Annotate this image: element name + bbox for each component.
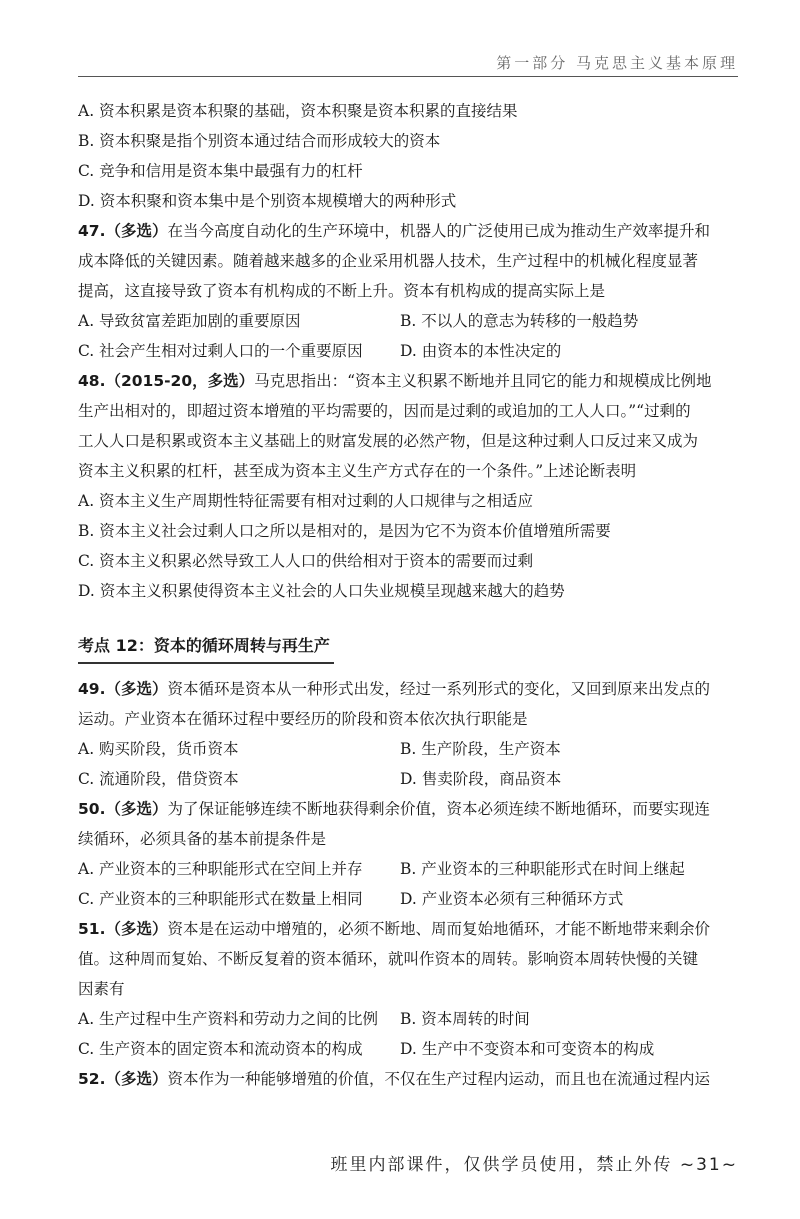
question-52: [78, 1064, 738, 1094]
question-number: 50.（多选）: [78, 800, 168, 818]
option-d: D. 资本积聚和资本集中是个别资本规模增大的两种形式: [78, 192, 457, 210]
question-48: [78, 366, 738, 606]
question-text: 资本是在运动中增殖的，必须不断地、周而复始地循环，才能不断地带来剩余价: [167, 920, 710, 938]
question-text: 资本主义积累的杠杆，甚至成为资本主义生产方式存在的一个条件。”上述论断表明: [78, 462, 637, 480]
option-a: A. 生产过程中生产资料和劳动力之间的比例: [78, 1010, 379, 1028]
question-text: 生产出相对的，即超过资本增殖的平均需要的，因而是过剩的或追加的工人人口。”“过剩的: [78, 402, 691, 420]
option-c: C. 产业资本的三种职能形式在数量上相同: [78, 890, 363, 908]
question-text: 运动。产业资本在循环过程中要经历的阶段和资本依次执行职能是: [78, 710, 528, 728]
option-b: B. 资本主义社会过剩人口之所以是相对的，是因为它不为资本价值增殖所需要: [78, 522, 611, 540]
header-text: 第一部分 马克思主义基本原理: [496, 54, 738, 72]
question-text: 资本作为一种能够增殖的价值，不仅在生产过程内运动，而且也在流通过程内运: [167, 1070, 710, 1088]
question-text: 资本循环是资本从一种形式出发，经过一系列形式的变化，又回到原来出发点的: [167, 680, 710, 698]
question-number: 48.（2015-20，多选）: [78, 372, 255, 390]
page-header: [78, 48, 738, 77]
page-content: [78, 96, 738, 1094]
option-b: B. 不以人的意志为转移的一般趋势: [400, 312, 639, 330]
option-c: C. 社会产生相对过剩人口的一个重要原因: [78, 342, 363, 360]
question-text: 为了保证能够连续不断地获得剩余价值，资本必须连续不断地循环，而要实现连: [167, 800, 710, 818]
option-b: B. 资本积聚是指个别资本通过结合而形成较大的资本: [78, 132, 441, 150]
question-text: 马克思指出：“资本主义积累不断地并且同它的能力和规模成比例地: [254, 372, 712, 390]
option-a: A. 资本主义生产周期性特征需要有相对过剩的人口规律与之相适应: [78, 492, 534, 510]
option-d: D. 由资本的本性决定的: [400, 342, 562, 360]
option-b: B. 资本周转的时间: [400, 1010, 530, 1028]
question-number: 52.（多选）: [78, 1070, 168, 1088]
question-text: 提高，这直接导致了资本有机构成的不断上升。资本有机构成的提高实际上是: [78, 282, 606, 300]
question-50: [78, 794, 738, 914]
option-a: A. 导致贫富差距加剧的重要原因: [78, 312, 301, 330]
section-title: 考点 12：资本的循环周转与再生产: [78, 630, 334, 664]
option-c: C. 资本主义积累必然导致工人人口的供给相对于资本的需要而过剩: [78, 552, 534, 570]
option-d: D. 生产中不变资本和可变资本的构成: [400, 1040, 655, 1058]
question-text: 值。这种周而复始、不断反复着的资本循环，就叫作资本的周转。影响资本周转快慢的关键: [78, 950, 699, 968]
option-d: D. 产业资本必须有三种循环方式: [400, 890, 624, 908]
prev-question-options: [78, 96, 738, 216]
question-text: 成本降低的关键因素。随着越来越多的企业采用机器人技术，生产过程中的机械化程度显著: [78, 252, 699, 270]
option-d: D. 资本主义积累使得资本主义社会的人口失业规模呈现越来越大的趋势: [78, 582, 565, 600]
question-number: 49.（多选）: [78, 680, 168, 698]
section-heading: [78, 630, 738, 664]
question-49: [78, 674, 738, 794]
question-number: 51.（多选）: [78, 920, 168, 938]
page-footer: 班里内部课件，仅供学员使用，禁止外传 ~31~: [330, 1155, 738, 1175]
question-51: [78, 914, 738, 1064]
option-a: A. 资本积累是资本积聚的基础，资本积聚是资本积累的直接结果: [78, 102, 518, 120]
option-a: A. 产业资本的三种职能形式在空间上并存: [78, 860, 363, 878]
question-text: 在当今高度自动化的生产环境中，机器人的广泛使用已成为推动生产效率提升和: [167, 222, 710, 240]
option-a: A. 购买阶段，货币资本: [78, 740, 239, 758]
option-d: D. 售卖阶段，商品资本: [400, 770, 562, 788]
question-text: 工人人口是积累或资本主义基础上的财富发展的必然产物，但是这种过剩人口反过来又成为: [78, 432, 699, 450]
question-47: [78, 216, 738, 366]
question-text: 因素有: [78, 980, 125, 998]
option-c: C. 流通阶段，借贷资本: [78, 770, 239, 788]
option-c: C. 竞争和信用是资本集中最强有力的杠杆: [78, 162, 363, 180]
option-b: B. 产业资本的三种职能形式在时间上继起: [400, 860, 685, 878]
option-c: C. 生产资本的固定资本和流动资本的构成: [78, 1040, 363, 1058]
question-number: 47.（多选）: [78, 222, 168, 240]
option-b: B. 生产阶段，生产资本: [400, 740, 561, 758]
question-text: 续循环，必须具备的基本前提条件是: [78, 830, 327, 848]
